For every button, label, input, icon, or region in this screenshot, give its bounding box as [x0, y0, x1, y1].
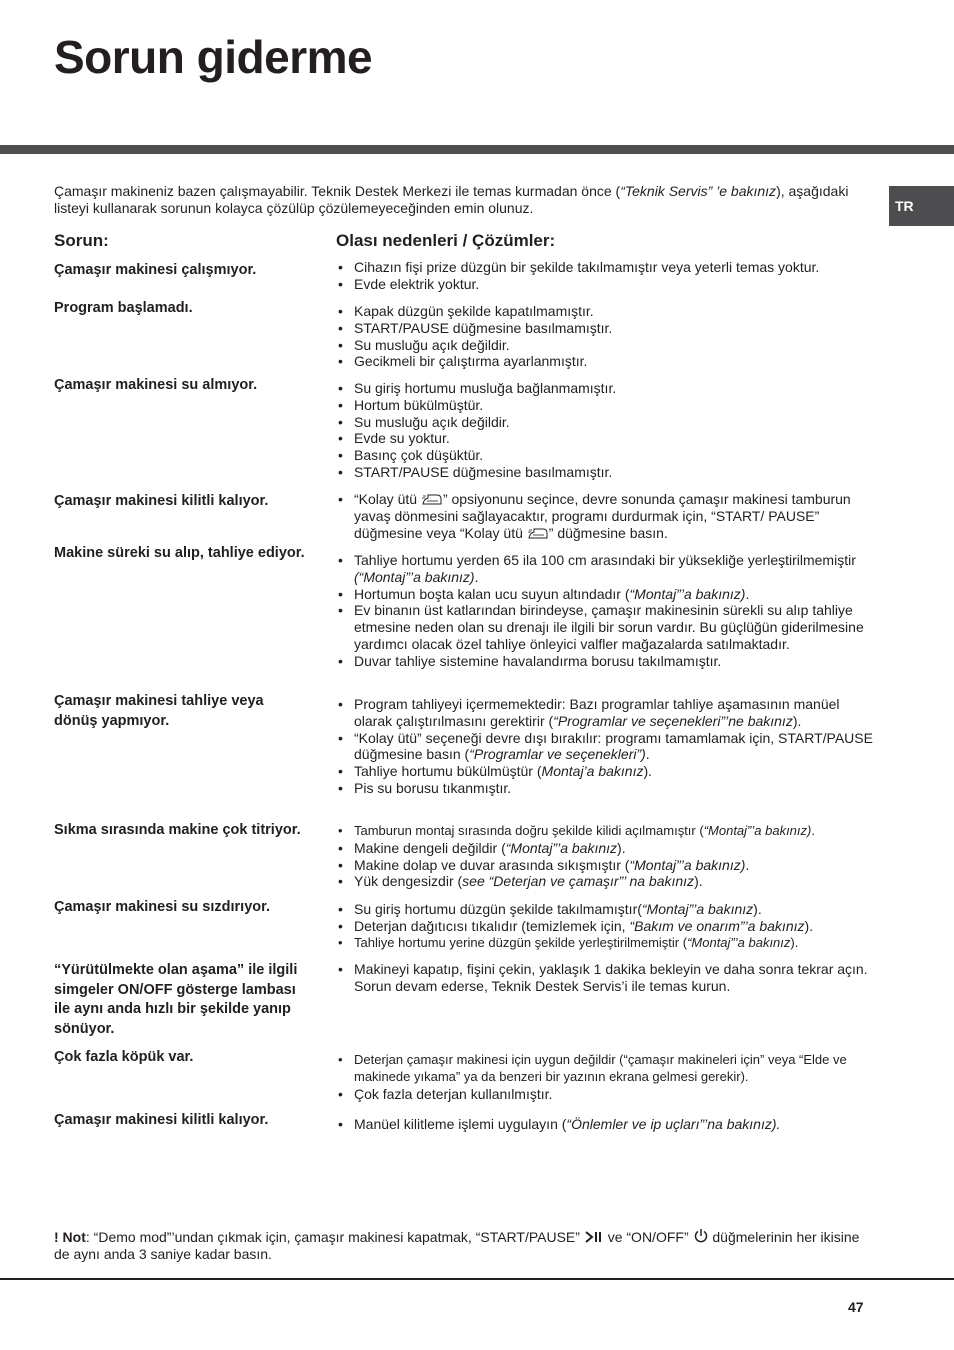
- solution-text: “Kolay ütü: [354, 491, 421, 507]
- intro-text-end: ), aşağıdaki listeyi kullanarak sorunun kolayca çözülüp çözülemeyeceğinden emin olunuz.: [54, 183, 849, 216]
- solution-text: Kapak düzgün şekilde kapatılmamıştır.: [354, 303, 594, 319]
- solution-text: Basınç çok düşüktür.: [354, 447, 484, 464]
- solution-reference: “Programlar ve seçenekleri”’ne bakınız: [553, 712, 793, 729]
- problem-label: Çamaşır makinesi su sızdırıyor.: [54, 899, 270, 915]
- solution-text: ” düğmesine basın.: [548, 524, 668, 541]
- problem-label: Sıkma sırasında makine çok titriyor.: [54, 822, 301, 838]
- title-divider: [0, 145, 954, 154]
- solution-list: [336, 823, 876, 890]
- solution-item: [336, 491, 876, 541]
- solution-text-end: .: [645, 746, 650, 763]
- solution-reference: “Montaj”’a bakınız: [641, 901, 754, 917]
- solution-item: [336, 259, 876, 276]
- solution-item: [336, 586, 876, 603]
- solution-text: Su giriş hortumu musluğa bağlanmamıştır.: [354, 380, 617, 396]
- solution-list: [336, 491, 876, 541]
- start-pause-icon: [584, 1230, 604, 1244]
- solution-text-end: .: [745, 585, 750, 602]
- solution-reference: “Montaj”’a bakınız: [687, 934, 791, 950]
- solution-reference: “Bakım ve onarım”’a bakınız: [629, 917, 805, 934]
- language-tab: TR: [889, 186, 954, 226]
- note-text-3: düğmelerinin her ikisine de aynı anda 3 saniye kadar basın.: [54, 1229, 860, 1262]
- intro-text: Çamaşır makineniz bazen çalışmayabilir. Teknik Destek Merkezi ile temas kurmadan önce (: [54, 183, 621, 199]
- solution-reference: “Montaj”’a bakınız): [703, 823, 812, 838]
- easy-iron-icon: [528, 528, 548, 539]
- solution-text-end: .: [811, 823, 815, 838]
- solution-list: [336, 380, 876, 481]
- solution-item: [336, 397, 876, 414]
- solution-reference: “Önlemler ve ip uçları”’na bakınız).: [566, 1116, 781, 1132]
- problem-label: Çamaşır makinesi su almıyor.: [54, 377, 258, 393]
- solution-list: [336, 552, 876, 670]
- solution-item: [336, 414, 876, 431]
- solution-text: START/PAUSE düğmesine basılmamıştır.: [354, 463, 613, 480]
- solution-item: [336, 464, 876, 481]
- solution-text: Su giriş hortumu düzgün şekilde takılmamıştır(: [354, 901, 642, 917]
- problem-label: “Yürütülmekte olan aşama” ile ilgili simgeler ON/OFF gösterge lambası ile aynı anda hızlı bir şekilde yanıp sönüyor.: [54, 962, 298, 1037]
- solution-item: [336, 303, 876, 320]
- solution-text: Deterjan çamaşır makinesi için uygun değildir (“çamaşır makineleri için” veya “Elde ve makinede yıkama” ya da benzeri bir yazının ekrana gelmesi gerekir).: [354, 1052, 847, 1084]
- solution-text: Evde su yoktur.: [354, 430, 450, 447]
- page-title: Sorun giderme: [54, 31, 373, 83]
- solution-text: Manüel kilitleme işlemi uygulayın (: [354, 1116, 567, 1132]
- solution-item: [336, 353, 876, 370]
- solution-item: [336, 935, 876, 952]
- solution-list: [336, 901, 876, 951]
- solution-reference: “Montaj”’a bakınız): [629, 856, 746, 873]
- solution-text: Tahliye hortumu bükülmüştür (: [354, 763, 542, 780]
- solution-item: [336, 1086, 876, 1103]
- solution-text-end: ).: [753, 901, 762, 917]
- solution-item: [336, 918, 876, 935]
- intro-reference: “Teknik Servis” ’e bakınız: [620, 183, 777, 199]
- solution-text: Makine dolap ve duvar arasında sıkışmıştır (: [354, 856, 630, 873]
- intro-paragraph: [54, 183, 864, 217]
- solution-text: Su musluğu açık değildir.: [354, 336, 510, 353]
- solution-item: [336, 602, 876, 652]
- solution-item: [336, 320, 876, 337]
- solution-text: START/PAUSE düğmesine basılmamıştır.: [354, 319, 613, 336]
- solution-text-end: .: [745, 856, 750, 873]
- solution-text: Çok fazla deterjan kullanılmıştır.: [354, 1085, 553, 1102]
- solution-item: [336, 961, 876, 995]
- solution-text: Tamburun montaj sırasında doğru şekilde kilidi açılmamıştır (: [354, 823, 704, 838]
- solution-reference: “Programlar ve seçenekleri”): [469, 746, 646, 763]
- solution-text: ” opsiyonunu seçince, devre sonunda çamaşır makinesi tamburun yavaş dönmesini sağlayacaktır, programı durdurmak için, “START/ PAUSE” düğmesine veya “Kolay ütü: [354, 491, 851, 541]
- solution-reference: “Montaj”’a bakınız: [505, 839, 618, 856]
- solution-item: [336, 653, 876, 670]
- problem-label: Çamaşır makinesi tahliye veya dönüş yapmıyor.: [54, 693, 264, 729]
- solution-text: Tahliye hortumu yerine düzgün şekilde yerleştirilmemiştir (: [354, 934, 688, 950]
- easy-iron-icon: [422, 494, 442, 505]
- solution-text: Makine dengeli değildir (: [354, 839, 506, 856]
- solution-item: [336, 552, 876, 586]
- solution-text: Makineyi kapatıp, fişini çekin, yaklaşık 1 dakika bekleyin ve daha sonra tekrar açın. Sorun devam ederse, Teknik Destek Servis’i ile temas kurun.: [354, 961, 868, 994]
- problem-label: Makine süreki su alıp, tahliye ediyor.: [54, 545, 305, 561]
- solution-text-end: ).: [792, 712, 802, 729]
- solution-item: [336, 430, 876, 447]
- solution-item: [336, 447, 876, 464]
- solution-text: Hortumun boşta kalan ucu suyun altındadır (: [354, 585, 630, 602]
- solutions-column-header: Olası nedenleri / Çözümler:: [336, 231, 556, 250]
- solution-text-end: ).: [694, 873, 703, 890]
- solution-item: [336, 763, 876, 780]
- solution-item: [336, 823, 876, 840]
- problem-label: Çamaşır makinesi kilitli kalıyor.: [54, 493, 269, 509]
- solution-list: [336, 303, 876, 370]
- solution-item: [336, 730, 876, 764]
- solution-text: Pis su borusu tıkanmıştır.: [354, 779, 512, 796]
- solution-item: [336, 276, 876, 293]
- problem-label: Çamaşır makinesi çalışmıyor.: [54, 262, 257, 278]
- solution-text: Duvar tahliye sistemine havalandırma borusu takılmamıştır.: [354, 652, 722, 669]
- solution-text-end: ).: [643, 763, 653, 780]
- footer-divider: [0, 1278, 954, 1280]
- problem-label: Çok fazla köpük var.: [54, 1049, 194, 1065]
- solution-text-end: .: [474, 568, 479, 585]
- solution-list: [336, 961, 876, 995]
- power-icon: [693, 1228, 709, 1244]
- solution-reference: Montaj’a bakınız: [541, 763, 644, 780]
- note-text: : “Demo mod”’undan çıkmak için, çamaşır makinesi kapatmak, “START/PAUSE”: [85, 1229, 584, 1245]
- solution-item: [336, 857, 876, 874]
- solution-text: Cihazın fişi prize düzgün bir şekilde takılmamıştır veya yeterli temas yoktur.: [354, 259, 820, 275]
- solution-text: “Kolay ütü” seçeneği devre dışı bırakılır: programı tamamlamak için, START/PAUSE düğmesine basın (: [354, 729, 873, 763]
- problem-column-header: Sorun:: [54, 231, 109, 250]
- solution-item: [336, 1052, 876, 1086]
- solution-item: [336, 696, 876, 730]
- page-number: 47: [848, 1299, 864, 1315]
- solution-list: [336, 696, 876, 797]
- solution-reference: see “Deterjan ve çamaşır”’ na bakınız: [462, 873, 695, 890]
- note-label: ! Not: [54, 1229, 86, 1245]
- solution-item: [336, 780, 876, 797]
- solution-text: Gecikmeli bir çalıştırma ayarlanmıştır.: [354, 353, 588, 370]
- solution-text: Program tahliyeyi içermemektedir: Bazı programlar tahliye aşamasının manüel olarak çalıştırılmasını gerektirir (: [354, 696, 840, 729]
- solution-item: [336, 873, 876, 890]
- solution-reference: (“Montaj”’a bakınız): [354, 568, 475, 585]
- demo-mode-note: [54, 1228, 864, 1263]
- solution-text-end: ).: [804, 917, 814, 934]
- solution-text: Yük dengesizdir (: [354, 873, 463, 890]
- solution-list: [336, 259, 876, 293]
- problem-label: Çamaşır makinesi kilitli kalıyor.: [54, 1112, 269, 1128]
- solution-reference: “Montaj”’a bakınız): [629, 585, 746, 602]
- note-text-2: ve “ON/OFF”: [603, 1229, 693, 1245]
- solution-text-end: ).: [790, 934, 799, 950]
- solution-text: Deterjan dağıtıcısı tıkalıdır (temizlemek için,: [354, 917, 630, 934]
- solution-list: [336, 1052, 876, 1102]
- solution-text: Su musluğu açık değildir.: [354, 413, 510, 430]
- solution-text: Tahliye hortumu yerden 65 ila 100 cm arasındaki bir yüksekliğe yerleştirilmemiştir: [354, 552, 856, 568]
- solution-text: Hortum bükülmüştür.: [354, 396, 484, 413]
- solution-list: [336, 1116, 876, 1133]
- solution-item: [336, 380, 876, 397]
- solution-text-end: ).: [617, 839, 626, 856]
- solution-item: [336, 901, 876, 918]
- solution-item: [336, 840, 876, 857]
- solution-text: Evde elektrik yoktur.: [354, 275, 480, 292]
- solution-text: Ev binanın üst katlarından birindeyse, çamaşır makinesinin sürekli su alıp tahliye etmesine neden olan su drenajı ile ilgili bir sorun vardır. Bu güçlüğün giderilmesine yardımcı olacak özel tahliye önleyici valfler mağazalarda satılmaktadır.: [354, 602, 864, 652]
- problem-label: Program başlamadı.: [54, 300, 193, 316]
- solution-item: [336, 337, 876, 354]
- solution-item: [336, 1116, 876, 1133]
